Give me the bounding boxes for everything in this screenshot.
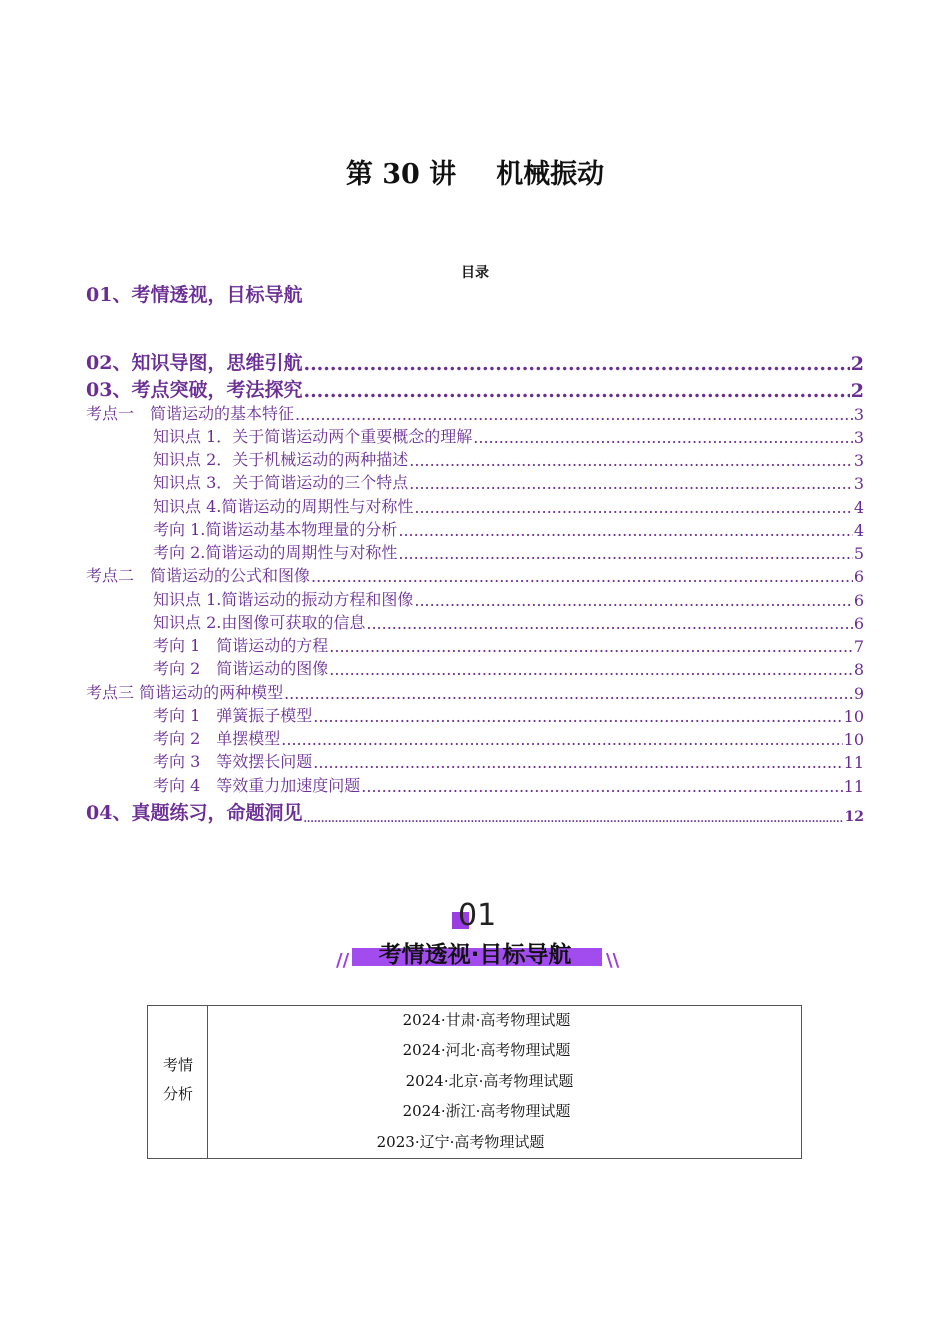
toc-leader-dots: [295, 405, 853, 424]
toc-page-number: 3: [853, 474, 864, 493]
toc-page-number: 3: [853, 451, 864, 470]
toc-page-number: 10: [843, 707, 864, 726]
toc-entry-text: 考点一 简谐运动的基本特征: [86, 404, 295, 423]
toc-entry-text: 知识点 4.简谐运动的周期性与对称性: [153, 497, 414, 516]
analysis-label-line1: 考情: [162, 1056, 193, 1074]
analysis-table: [147, 1005, 802, 1159]
toc-leader-dots: [414, 591, 852, 610]
toc-entry[interactable]: [86, 375, 864, 402]
toc-entry[interactable]: [153, 726, 864, 749]
toc-leader-dots: [398, 544, 852, 563]
toc-leader-dots: [473, 428, 853, 447]
toc-page-number: 12: [844, 809, 864, 825]
toc-leader-dots: [366, 614, 852, 633]
toc-entry-text: 考向 3 等效摆长问题: [153, 752, 313, 771]
toc-leader-dots: [329, 637, 853, 656]
toc-entry-text: 03、考点突破，考法探究: [86, 379, 303, 401]
toc-page-number: 2: [850, 380, 864, 402]
toc-entry[interactable]: [86, 563, 864, 586]
toc-leader-dots: [284, 684, 853, 703]
toc-page-number: 4: [853, 498, 864, 517]
toc-entry[interactable]: [153, 773, 864, 796]
toc-entry[interactable]: [153, 447, 864, 470]
toc-page-number: 2: [850, 353, 864, 375]
toc-page-number: 9: [853, 684, 864, 703]
toc-page-number: 3: [853, 428, 864, 447]
toc-entry[interactable]: [153, 610, 864, 633]
toc-entry[interactable]: [153, 470, 864, 493]
toc-leader-dots: [281, 730, 842, 749]
analysis-row: 2024·河北·高考物理试题: [402, 1041, 571, 1059]
toc-leader-dots: [414, 498, 852, 517]
toc-entry-text: 知识点 3．关于简谐运动的三个特点: [153, 473, 409, 492]
analysis-row: 2024·浙江·高考物理试题: [402, 1102, 571, 1120]
toc-leader-dots: [313, 753, 842, 772]
toc-leader-dots: [409, 474, 853, 493]
toc-entry-text: 考向 1.简谐运动基本物理量的分析: [153, 520, 398, 539]
toc-entry-text: 02、知识导图，思维引航: [86, 352, 303, 374]
analysis-row: 2024·北京·高考物理试题: [405, 1072, 574, 1090]
page-title: [0, 152, 950, 191]
toc-leader-dots: [303, 380, 849, 402]
toc-entry-text: 考向 4 等效重力加速度问题: [153, 776, 361, 795]
toc-entry[interactable]: [153, 656, 864, 679]
banner-number: 01: [458, 898, 497, 933]
analysis-row: 2023·辽宁·高考物理试题: [376, 1133, 545, 1151]
analysis-label-line2: 分析: [162, 1085, 193, 1103]
toc-entry[interactable]: [153, 703, 864, 726]
toc-entry-text: 考向 2.简谐运动的周期性与对称性: [153, 543, 398, 562]
toc-entry[interactable]: [153, 424, 864, 447]
toc-entry-text: 04、真题练习，命题洞见: [86, 802, 303, 824]
toc-entry[interactable]: [153, 540, 864, 563]
toc-entry-text: 考向 2 单摆模型: [153, 729, 281, 748]
toc-leader-dots: [303, 353, 849, 375]
toc-leader-dots: [313, 707, 842, 726]
toc-entry[interactable]: [86, 798, 864, 825]
toc-page-number: 6: [853, 614, 864, 633]
toc-page-number: 10: [843, 730, 864, 749]
toc-entry-text: 考向 1 弹簧振子模型: [153, 706, 313, 725]
toc-heading: 目录: [461, 265, 489, 281]
toc-page-number: 4: [853, 521, 864, 540]
analysis-row: 2024·甘肃·高考物理试题: [402, 1011, 571, 1029]
toc-entry[interactable]: [153, 749, 864, 772]
toc-entry[interactable]: [86, 401, 864, 424]
title-lecture: 第 30 讲: [345, 159, 457, 190]
banner-slash-left: //: [336, 950, 350, 971]
banner-label: 考情透视·目标导航: [378, 942, 572, 968]
toc-leader-dots: [329, 660, 853, 679]
toc-entry[interactable]: [153, 587, 864, 610]
toc-entry[interactable]: [86, 348, 864, 375]
toc-entry[interactable]: [86, 680, 864, 703]
toc-entry-text: 考点三 简谐运动的两种模型: [86, 683, 284, 702]
toc-page-number: 11: [843, 777, 864, 796]
toc-leader-dots: [398, 521, 852, 540]
toc-page-number: 11: [843, 753, 864, 772]
banner-slash-right: \\: [606, 950, 620, 971]
title-topic: 机械振动: [496, 159, 605, 190]
toc-page-number: 8: [853, 660, 864, 679]
toc-entry-text: 知识点 2．关于机械运动的两种描述: [153, 450, 409, 469]
toc-entry-text: 考向 2 简谐运动的图像: [153, 659, 329, 678]
toc-page-number: 6: [853, 591, 864, 610]
toc-entry[interactable]: [153, 517, 864, 540]
toc-entry-text: 知识点 2.由图像可获取的信息: [153, 613, 366, 632]
toc-leader-dots: [361, 777, 842, 796]
toc-leader-dots: [311, 567, 853, 586]
toc-page-number: 5: [853, 544, 864, 563]
toc-leader-dots: [303, 814, 843, 825]
section-banner: [330, 898, 620, 976]
toc-entry[interactable]: [153, 633, 864, 656]
toc-page-number: 7: [853, 637, 864, 656]
toc-entry-text: 知识点 1．关于简谐运动两个重要概念的理解: [153, 427, 473, 446]
toc-entry-text: 考点二 简谐运动的公式和图像: [86, 566, 311, 585]
toc-page-number: 6: [853, 567, 864, 586]
toc-leader-dots: [409, 451, 853, 470]
toc-entry-01[interactable]: 01、考情透视，目标导航: [86, 284, 303, 306]
toc-page-number: 3: [853, 405, 864, 424]
analysis-rows-cell: [208, 1006, 801, 1158]
toc-entry-text: 考向 1 简谐运动的方程: [153, 636, 329, 655]
toc-entry[interactable]: [153, 494, 864, 517]
toc-entry-text: 知识点 1.简谐运动的振动方程和图像: [153, 590, 414, 609]
